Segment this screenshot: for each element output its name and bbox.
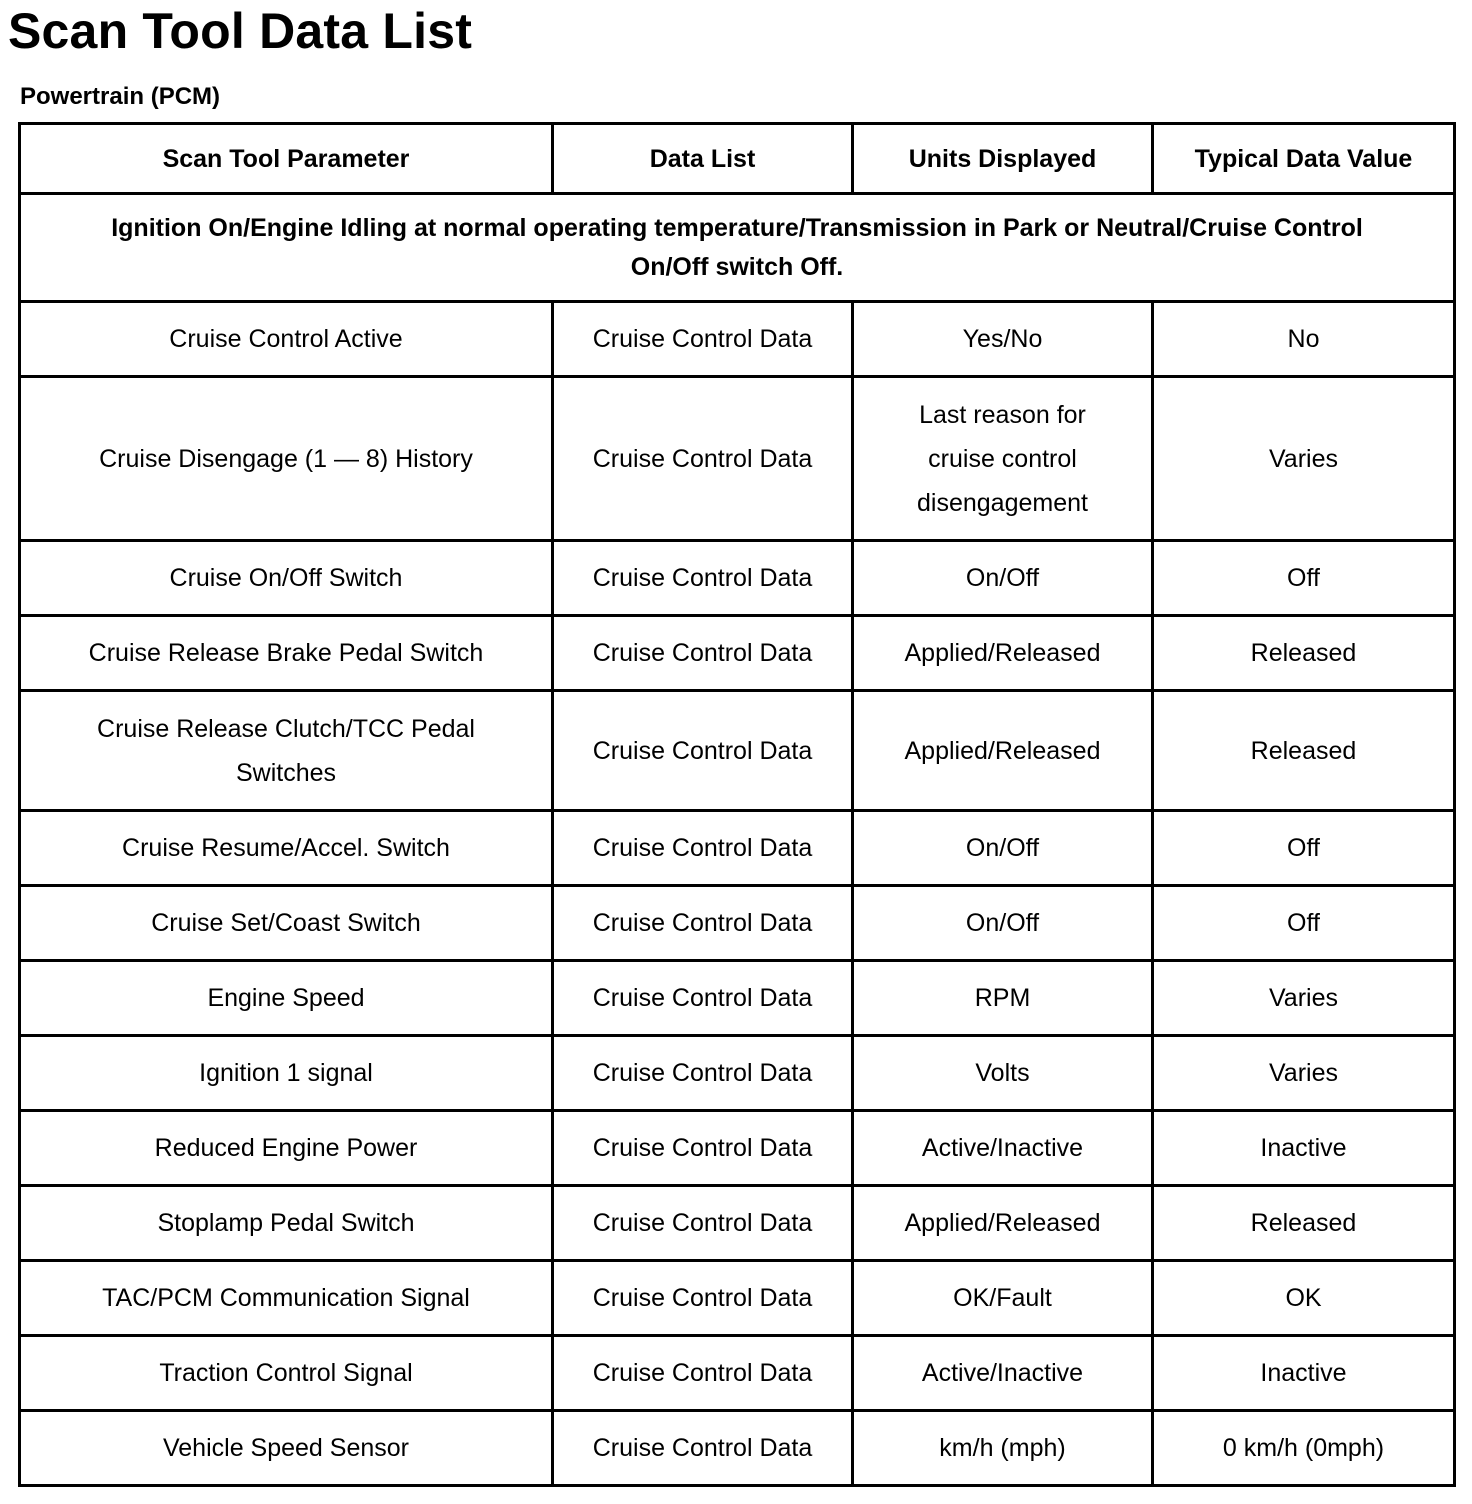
units-cell: Yes/No — [853, 302, 1153, 377]
parameter-cell: Cruise Resume/Accel. Switch — [20, 811, 553, 886]
typical-value-cell: Released — [1153, 616, 1455, 691]
parameter-cell: Stoplamp Pedal Switch — [20, 1186, 553, 1261]
parameter-cell: Engine Speed — [20, 961, 553, 1036]
typical-value-cell: Released — [1153, 1186, 1455, 1261]
units-cell: Applied/Released — [853, 616, 1153, 691]
table-row — [20, 1111, 1455, 1186]
table-row — [20, 691, 1455, 811]
table-row — [20, 377, 1455, 541]
data-list-cell: Cruise Control Data — [553, 961, 853, 1036]
condition-row — [20, 194, 1455, 302]
data-list-cell: Cruise Control Data — [553, 1186, 853, 1261]
table-row — [20, 886, 1455, 961]
table-row — [20, 1261, 1455, 1336]
parameter-cell: Ignition 1 signal — [20, 1036, 553, 1111]
units-cell: Active/Inactive — [853, 1336, 1153, 1411]
parameter-cell: Vehicle Speed Sensor — [20, 1411, 553, 1486]
data-list-cell: Cruise Control Data — [553, 1036, 853, 1111]
typical-value-cell: Varies — [1153, 961, 1455, 1036]
parameter-cell: Cruise On/Off Switch — [20, 541, 553, 616]
data-list-cell: Cruise Control Data — [553, 691, 853, 811]
table-row — [20, 302, 1455, 377]
parameter-cell: Traction Control Signal — [20, 1336, 553, 1411]
table-row — [20, 541, 1455, 616]
data-list-cell: Cruise Control Data — [553, 302, 853, 377]
table-row — [20, 1186, 1455, 1261]
units-cell: Applied/Released — [853, 691, 1153, 811]
typical-value-cell: Off — [1153, 886, 1455, 961]
typical-value-cell: Varies — [1153, 377, 1455, 541]
table-header-row — [20, 124, 1455, 194]
data-list-cell: Cruise Control Data — [553, 1411, 853, 1486]
typical-value-cell: OK — [1153, 1261, 1455, 1336]
table-row — [20, 961, 1455, 1036]
parameter-cell: TAC/PCM Communication Signal — [20, 1261, 553, 1336]
parameter-cell: Cruise Release Clutch/TCC Pedal Switches — [20, 691, 553, 811]
units-cell: On/Off — [853, 886, 1153, 961]
typical-value-cell: Inactive — [1153, 1111, 1455, 1186]
parameter-cell: Cruise Disengage (1 — 8) History — [20, 377, 553, 541]
column-header-units: Units Displayed — [853, 124, 1153, 194]
typical-value-cell: 0 km/h (0mph) — [1153, 1411, 1455, 1486]
column-header-data-list: Data List — [553, 124, 853, 194]
units-cell: Last reason for cruise control disengagement — [853, 377, 1153, 541]
parameter-cell: Cruise Release Brake Pedal Switch — [20, 616, 553, 691]
units-cell: Active/Inactive — [853, 1111, 1153, 1186]
typical-value-cell: Off — [1153, 811, 1455, 886]
data-list-cell: Cruise Control Data — [553, 616, 853, 691]
parameter-cell: Reduced Engine Power — [20, 1111, 553, 1186]
table-row — [20, 811, 1455, 886]
typical-value-cell: Varies — [1153, 1036, 1455, 1111]
typical-value-cell: Inactive — [1153, 1336, 1455, 1411]
data-list-cell: Cruise Control Data — [553, 1261, 853, 1336]
typical-value-cell: Off — [1153, 541, 1455, 616]
units-cell: On/Off — [853, 811, 1153, 886]
typical-value-cell: Released — [1153, 691, 1455, 811]
units-cell: On/Off — [853, 541, 1153, 616]
table-row — [20, 1336, 1455, 1411]
units-cell: RPM — [853, 961, 1153, 1036]
column-header-parameter: Scan Tool Parameter — [20, 124, 553, 194]
data-list-cell: Cruise Control Data — [553, 886, 853, 961]
table-row — [20, 1411, 1455, 1486]
data-list-cell: Cruise Control Data — [553, 541, 853, 616]
data-list-cell: Cruise Control Data — [553, 377, 853, 541]
data-list-cell: Cruise Control Data — [553, 811, 853, 886]
table-row — [20, 1036, 1455, 1111]
units-cell: Volts — [853, 1036, 1153, 1111]
parameter-cell: Cruise Control Active — [20, 302, 553, 377]
column-header-typical-value: Typical Data Value — [1153, 124, 1455, 194]
data-list-cell: Cruise Control Data — [553, 1336, 853, 1411]
test-condition-text: Ignition On/Engine Idling at normal operating temperature/Transmission in Park or Neutral/Cruise Control On/Off switch Off. — [20, 194, 1455, 302]
section-subtitle: Powertrain (PCM) — [20, 83, 221, 110]
data-list-cell: Cruise Control Data — [553, 1111, 853, 1186]
parameter-cell: Cruise Set/Coast Switch — [20, 886, 553, 961]
typical-value-cell: No — [1153, 302, 1455, 377]
units-cell: OK/Fault — [853, 1261, 1153, 1336]
page-title: Scan Tool Data List — [8, 3, 473, 59]
table-row — [20, 616, 1455, 691]
units-cell: km/h (mph) — [853, 1411, 1153, 1486]
units-cell: Applied/Released — [853, 1186, 1153, 1261]
scan-tool-data-table — [18, 122, 1456, 1487]
